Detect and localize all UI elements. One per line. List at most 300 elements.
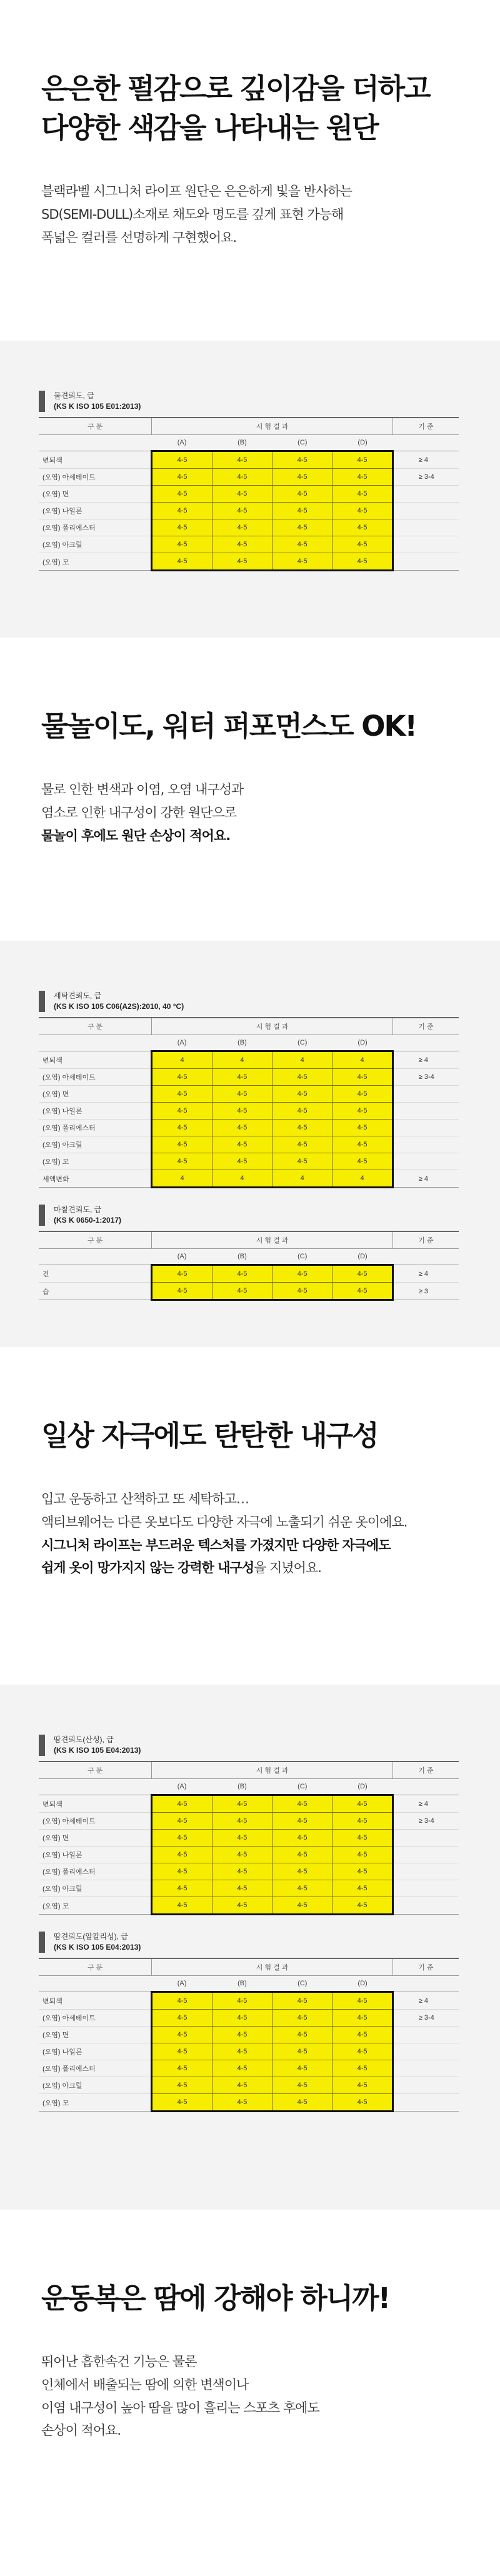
results-table: [39, 1761, 459, 1915]
result-cell: 4-5: [332, 519, 392, 536]
result-cell: 4-5: [212, 1847, 272, 1863]
row-standard: ≥ 4: [392, 1795, 459, 1813]
result-cell: 4-5: [272, 519, 332, 536]
test-title-text: 땀견뢰도(산성), 급: [54, 1735, 114, 1744]
header-standard: 기 준: [392, 1231, 459, 1249]
row-label: (오염) 나일론: [39, 1103, 152, 1120]
result-cell: 4-5: [212, 2043, 272, 2060]
result-cell: 4-5: [272, 2010, 332, 2027]
test-standard-text: (KS K ISO 105 E04:2013): [54, 1746, 141, 1755]
result-cell: 4-5: [152, 1880, 212, 1897]
result-cell: 4: [152, 1170, 212, 1188]
result-cell: 4-5: [272, 2060, 332, 2077]
header-blank: [392, 1249, 459, 1265]
row-standard: ≥ 3-4: [392, 2010, 459, 2027]
test-title-text: 땀견뢰도(알칼리성), 급: [54, 1932, 128, 1941]
header-blank: [39, 1779, 152, 1795]
header-sample: (B): [212, 1035, 272, 1051]
table-row: [39, 519, 459, 536]
body-line-bold: 물놀이 후에도 원단 손상이 적어요.: [41, 828, 231, 843]
row-standard: ≥ 4: [392, 1265, 459, 1283]
row-label: (오염) 면: [39, 1830, 152, 1847]
result-cell: 4: [332, 1051, 392, 1069]
row-label: 변퇴색: [39, 1795, 152, 1813]
headline-line: 은은한 펄감으로 깊이감을 더하고: [41, 72, 430, 105]
row-standard: ≥ 3-4: [392, 1069, 459, 1086]
test-title: [39, 1205, 459, 1226]
header-standard: 기 준: [392, 1958, 459, 1976]
result-cell: 4-5: [152, 2027, 212, 2043]
result-cell: 4-5: [272, 1992, 332, 2010]
result-cell: 4-5: [152, 1265, 212, 1283]
row-label: (오염) 아세테이트: [39, 1813, 152, 1830]
row-standard: [392, 1103, 459, 1120]
test-standard-text: (KS K ISO 105 C06(A2S):2010, 40 °C): [54, 1002, 184, 1011]
table-row: [39, 1830, 459, 1847]
result-cell: 4-5: [332, 1813, 392, 1830]
test-title: [39, 991, 459, 1012]
header-blank: [39, 435, 152, 451]
row-standard: [392, 1830, 459, 1847]
result-cell: 4-5: [272, 2077, 332, 2094]
result-cell: 4-5: [152, 1153, 212, 1170]
section-body: [41, 778, 459, 847]
table-row: [39, 2094, 459, 2112]
title-bar: [39, 1932, 45, 1953]
body-line: SD(SEMI-DULL)소재로 채도와 명도를 깊게 표현 가능해: [41, 206, 344, 222]
results-table: [39, 417, 459, 571]
result-cell: 4-5: [152, 1069, 212, 1086]
test-block: [39, 391, 459, 571]
row-standard: ≥ 3-4: [392, 1813, 459, 1830]
header-sample: (A): [152, 1249, 212, 1265]
row-label: (오염) 모: [39, 2094, 152, 2112]
header-sample: (D): [332, 1779, 392, 1795]
result-cell: 4-5: [332, 2010, 392, 2027]
test-title: [39, 1932, 459, 1953]
table-row: [39, 2077, 459, 2094]
result-cell: 4-5: [272, 2027, 332, 2043]
result-cell: 4-5: [212, 469, 272, 486]
title-group: [54, 1735, 141, 1756]
result-cell: 4-5: [272, 451, 332, 469]
result-cell: 4-5: [332, 2043, 392, 2060]
header-sample: (D): [332, 1249, 392, 1265]
result-cell: 4-5: [152, 1136, 212, 1153]
result-cell: 4-5: [272, 1120, 332, 1136]
result-cell: 4-5: [212, 451, 272, 469]
row-label: 습: [39, 1283, 152, 1300]
row-standard: [392, 1153, 459, 1170]
test-standard-text: (KS K ISO 105 E01:2013): [54, 402, 141, 411]
result-cell: 4-5: [212, 2027, 272, 2043]
result-cell: 4-5: [212, 1863, 272, 1880]
row-standard: [392, 503, 459, 519]
result-cell: 4-5: [332, 2077, 392, 2094]
result-cell: 4-5: [272, 2094, 332, 2112]
result-cell: 4-5: [152, 1863, 212, 1880]
row-standard: [392, 553, 459, 571]
header-sample: (C): [272, 435, 332, 451]
header-blank: [39, 1249, 152, 1265]
result-cell: 4-5: [212, 1136, 272, 1153]
result-cell: 4-5: [212, 1283, 272, 1300]
row-standard: [392, 1086, 459, 1103]
table-row: [39, 1120, 459, 1136]
header-category: 구 분: [39, 1231, 152, 1249]
result-cell: 4-5: [152, 486, 212, 503]
body-line-bold: 쉽게 옷이 망가지지 않는 강력한 내구성: [41, 1560, 254, 1576]
row-standard: ≥ 3-4: [392, 469, 459, 486]
header-sample: (C): [272, 1976, 332, 1992]
header-standard: 기 준: [392, 1018, 459, 1035]
result-cell: 4-5: [332, 1265, 392, 1283]
result-cell: 4-5: [152, 1830, 212, 1847]
test-standard-text: (KS K ISO 105 E04:2013): [54, 1943, 141, 1952]
section-body: [41, 2350, 459, 2442]
header-sample: (A): [152, 1779, 212, 1795]
result-cell: 4-5: [152, 2077, 212, 2094]
result-cell: 4-5: [332, 1120, 392, 1136]
row-standard: [392, 1897, 459, 1915]
result-cell: 4-5: [152, 451, 212, 469]
result-cell: 4-5: [332, 2094, 392, 2112]
headline-line: 운동복은 땀에 강해야 하니까!: [41, 2282, 390, 2315]
result-cell: 4-5: [272, 1795, 332, 1813]
result-cell: 4-5: [152, 2060, 212, 2077]
body-line: 블랙라벨 시그니처 라이프 원단은 은은하게 빛을 반사하는: [41, 184, 352, 199]
row-standard: ≥ 4: [392, 1992, 459, 2010]
result-cell: 4-5: [332, 486, 392, 503]
result-cell: 4: [272, 1170, 332, 1188]
result-cell: 4-5: [152, 1992, 212, 2010]
result-cell: 4: [272, 1051, 332, 1069]
table-row: [39, 536, 459, 553]
section-headline: [41, 2278, 459, 2318]
row-standard: [392, 2043, 459, 2060]
result-cell: 4-5: [152, 1120, 212, 1136]
table-row: [39, 1795, 459, 1813]
title-bar: [39, 1205, 45, 1226]
row-label: (오염) 폴리에스터: [39, 1863, 152, 1880]
table-row: [39, 1847, 459, 1863]
result-cell: 4-5: [272, 553, 332, 571]
results-table: [39, 1958, 459, 2112]
row-standard: [392, 2094, 459, 2112]
result-cell: 4-5: [212, 1120, 272, 1136]
section-headline: [41, 706, 459, 746]
header-standard: 기 준: [392, 418, 459, 435]
table-row: [39, 1170, 459, 1188]
result-cell: 4-5: [212, 2094, 272, 2112]
table-row: [39, 1880, 459, 1897]
header-blank: [392, 1035, 459, 1051]
header-category: 구 분: [39, 1762, 152, 1779]
result-cell: 4-5: [152, 1847, 212, 1863]
header-sample: (B): [212, 1976, 272, 1992]
header-standard: 기 준: [392, 1762, 459, 1779]
row-standard: ≥ 4: [392, 1170, 459, 1188]
result-cell: 4-5: [152, 503, 212, 519]
table-row: [39, 1813, 459, 1830]
section-headline: [41, 1416, 459, 1455]
water-section: [0, 638, 500, 941]
result-cell: 4-5: [212, 1103, 272, 1120]
result-cell: 4-5: [272, 1069, 332, 1086]
result-cell: 4-5: [272, 1103, 332, 1120]
section-body: [41, 180, 459, 249]
table-row: [39, 1136, 459, 1153]
table-row: [39, 1283, 459, 1300]
table-row: [39, 1103, 459, 1120]
test-standard-text: (KS K 0650-1:2017): [54, 1216, 122, 1225]
row-label: (오염) 폴리에스터: [39, 1120, 152, 1136]
body-line: 입고 운동하고 산책하고 또 세탁하고…: [41, 1491, 249, 1506]
result-cell: 4-5: [272, 1880, 332, 1897]
test-panel: [0, 941, 500, 1347]
header-sample: (D): [332, 435, 392, 451]
result-cell: 4-5: [152, 1897, 212, 1915]
row-label: (오염) 면: [39, 2027, 152, 2043]
results-table: [39, 1017, 459, 1188]
result-cell: 4-5: [152, 2043, 212, 2060]
row-label: 변퇴색: [39, 451, 152, 469]
result-cell: 4-5: [212, 519, 272, 536]
result-cell: 4-5: [212, 1992, 272, 2010]
result-cell: 4: [152, 1051, 212, 1069]
row-standard: [392, 519, 459, 536]
title-group: [54, 1932, 141, 1953]
result-cell: 4-5: [212, 1069, 272, 1086]
row-label: (오염) 모: [39, 1153, 152, 1170]
test-block: [39, 1932, 459, 2112]
result-cell: 4-5: [152, 1086, 212, 1103]
body-line: 이염 내구성이 높아 땀을 많이 흘리는 스포츠 후에도: [41, 2400, 319, 2415]
header-blank: [39, 1035, 152, 1051]
result-cell: 4-5: [152, 1283, 212, 1300]
headline-line: 일상 자극에도 탄탄한 내구성: [41, 1419, 378, 1452]
table-row: [39, 1992, 459, 2010]
result-cell: 4-5: [152, 553, 212, 571]
row-label: 변퇴색: [39, 1992, 152, 2010]
body-line: 을 지녔어요.: [254, 1560, 321, 1576]
test-block: [39, 1735, 459, 1915]
result-cell: 4-5: [332, 553, 392, 571]
durability-section: [0, 1347, 500, 1685]
row-label: 건: [39, 1265, 152, 1283]
table-row: [39, 1051, 459, 1069]
result-cell: 4-5: [212, 2077, 272, 2094]
header-sample: (A): [152, 435, 212, 451]
table-row: [39, 2027, 459, 2043]
test-title: [39, 391, 459, 412]
result-cell: 4-5: [332, 1992, 392, 2010]
result-cell: 4-5: [212, 1795, 272, 1813]
row-label: (오염) 면: [39, 486, 152, 503]
result-cell: 4-5: [332, 1136, 392, 1153]
row-standard: [392, 2027, 459, 2043]
row-label: (오염) 나일론: [39, 503, 152, 519]
result-cell: 4-5: [332, 1103, 392, 1120]
result-cell: 4-5: [272, 1830, 332, 1847]
result-cell: 4-5: [212, 1897, 272, 1915]
body-line: 손상이 적어요.: [41, 2423, 121, 2438]
title-group: [54, 991, 184, 1012]
header-sample: (D): [332, 1035, 392, 1051]
result-cell: 4-5: [332, 1897, 392, 1915]
table-row: [39, 2010, 459, 2027]
row-label: (오염) 폴리에스터: [39, 2060, 152, 2077]
result-cell: 4-5: [332, 451, 392, 469]
header-sample: (C): [272, 1249, 332, 1265]
result-cell: 4: [212, 1051, 272, 1069]
table-row: [39, 469, 459, 486]
test-title: [39, 1735, 459, 1756]
test-title-text: 물견뢰도, 급: [54, 391, 94, 400]
result-cell: 4-5: [212, 1086, 272, 1103]
table-row: [39, 553, 459, 571]
test-panel: [0, 1685, 500, 2210]
row-label: (오염) 모: [39, 1897, 152, 1915]
row-label: (오염) 아크릴: [39, 1136, 152, 1153]
result-cell: 4-5: [272, 469, 332, 486]
table-row: [39, 1069, 459, 1086]
result-cell: 4-5: [272, 1283, 332, 1300]
header-category: 구 분: [39, 1018, 152, 1035]
header-result: 시 험 결 과: [152, 1958, 392, 1976]
result-cell: 4-5: [332, 1086, 392, 1103]
result-cell: 4-5: [212, 536, 272, 553]
result-cell: 4-5: [332, 1069, 392, 1086]
title-bar: [39, 391, 45, 412]
result-cell: 4-5: [332, 469, 392, 486]
header-category: 구 분: [39, 418, 152, 435]
test-panel: [0, 341, 500, 638]
row-label: (오염) 아세테이트: [39, 2010, 152, 2027]
result-cell: 4-5: [272, 1265, 332, 1283]
header-sample: (A): [152, 1035, 212, 1051]
result-cell: 4-5: [272, 1863, 332, 1880]
row-label: (오염) 아세테이트: [39, 1069, 152, 1086]
result-cell: 4-5: [152, 1813, 212, 1830]
header-sample: (B): [212, 435, 272, 451]
result-cell: 4-5: [332, 1863, 392, 1880]
row-label: 변퇴색: [39, 1051, 152, 1069]
row-standard: ≥ 4: [392, 451, 459, 469]
result-cell: 4-5: [212, 1153, 272, 1170]
header-sample: (D): [332, 1976, 392, 1992]
result-cell: 4-5: [332, 1880, 392, 1897]
row-label: (오염) 폴리에스터: [39, 519, 152, 536]
result-cell: 4-5: [212, 2060, 272, 2077]
result-cell: 4-5: [272, 536, 332, 553]
result-cell: 4-5: [212, 553, 272, 571]
title-bar: [39, 1735, 45, 1756]
headline-line: 다양한 색감을 나타내는 원단: [41, 111, 378, 144]
result-cell: 4-5: [332, 1847, 392, 1863]
header-sample: (B): [212, 1779, 272, 1795]
result-cell: 4-5: [212, 2010, 272, 2027]
body-line: 물로 인한 변색과 이염, 오염 내구성과: [41, 782, 244, 797]
result-cell: 4-5: [212, 503, 272, 519]
test-block: [39, 1205, 459, 1301]
header-sample: (A): [152, 1976, 212, 1992]
result-cell: 4-5: [152, 536, 212, 553]
table-row: [39, 451, 459, 469]
table-row: [39, 503, 459, 519]
header-category: 구 분: [39, 1958, 152, 1976]
result-cell: 4-5: [212, 1265, 272, 1283]
test-title-text: 세탁견뢰도, 급: [54, 991, 102, 1000]
result-cell: 4-5: [272, 1813, 332, 1830]
title-bar: [39, 991, 45, 1012]
body-line: 액티브웨어는 다른 옷보다도 다양한 자극에 노출되기 쉬운 옷이에요.: [41, 1514, 408, 1530]
row-standard: [392, 1863, 459, 1880]
header-sample: (B): [212, 1249, 272, 1265]
header-blank: [39, 1976, 152, 1992]
row-standard: [392, 2060, 459, 2077]
result-cell: 4-5: [152, 1795, 212, 1813]
result-cell: 4-5: [152, 1103, 212, 1120]
row-label: (오염) 아세테이트: [39, 469, 152, 486]
header-blank: [392, 435, 459, 451]
table-row: [39, 2060, 459, 2077]
results-table: [39, 1231, 459, 1301]
row-label: (오염) 아크릴: [39, 536, 152, 553]
row-standard: [392, 2077, 459, 2094]
table-row: [39, 1153, 459, 1170]
result-cell: 4-5: [272, 1086, 332, 1103]
header-sample: (C): [272, 1779, 332, 1795]
body-line-bold: 시그니처 라이프는 부드러운 텍스처를 가졌지만 다양한 자극에도: [41, 1537, 391, 1553]
sweat-section: [0, 2210, 500, 2576]
row-label: (오염) 아크릴: [39, 2077, 152, 2094]
result-cell: 4-5: [272, 1897, 332, 1915]
result-cell: 4-5: [212, 486, 272, 503]
row-label: (오염) 아크릴: [39, 1880, 152, 1897]
test-title-text: 마찰견뢰도, 급: [54, 1205, 102, 1214]
result-cell: 4-5: [332, 1795, 392, 1813]
table-row: [39, 2043, 459, 2060]
result-cell: 4-5: [212, 1813, 272, 1830]
row-standard: ≥ 3: [392, 1283, 459, 1300]
result-cell: 4-5: [332, 503, 392, 519]
title-group: [54, 391, 141, 412]
header-result: 시 험 결 과: [152, 1762, 392, 1779]
row-label: (오염) 나일론: [39, 2043, 152, 2060]
table-row: [39, 486, 459, 503]
result-cell: 4-5: [332, 2060, 392, 2077]
section-headline: [41, 69, 459, 148]
result-cell: 4-5: [332, 1830, 392, 1847]
header-result: 시 험 결 과: [152, 1018, 392, 1035]
body-line: 폭넓은 컬러를 선명하게 구현했어요.: [41, 229, 236, 245]
result-cell: 4-5: [272, 503, 332, 519]
result-cell: 4-5: [152, 469, 212, 486]
row-label: (오염) 나일론: [39, 1847, 152, 1863]
result-cell: 4-5: [212, 1830, 272, 1847]
row-standard: [392, 1136, 459, 1153]
result-cell: 4-5: [272, 486, 332, 503]
result-cell: 4-5: [332, 1153, 392, 1170]
body-line: 염소로 인한 내구성이 강한 원단으로: [41, 804, 236, 820]
header-sample: (C): [272, 1035, 332, 1051]
result-cell: 4: [332, 1170, 392, 1188]
row-label: (오염) 모: [39, 553, 152, 571]
result-cell: 4-5: [272, 1847, 332, 1863]
result-cell: 4-5: [272, 1136, 332, 1153]
test-block: [39, 991, 459, 1188]
